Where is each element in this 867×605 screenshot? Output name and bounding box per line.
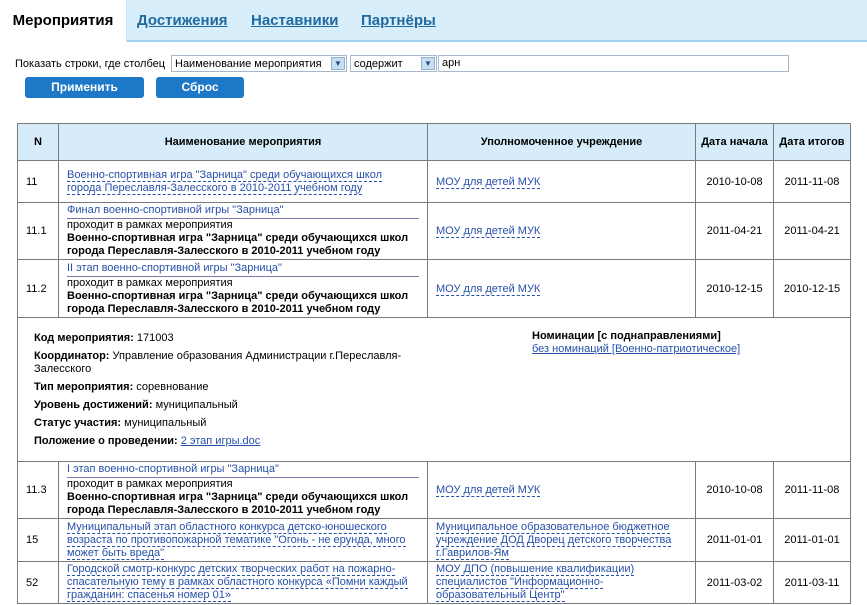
within-label: проходит в рамках мероприятия	[67, 218, 419, 232]
chevron-down-icon[interactable]: ▼	[331, 57, 345, 70]
event-name-link[interactable]: Муниципальный этап областного конкурса детско-юношеского возраста по противопожарной тематике "Огонь - не ерунда, много может быть вреда"	[67, 520, 406, 559]
event-name-link[interactable]: I этап военно-спортивной игры "Зарница"	[67, 463, 279, 475]
filter-value-input[interactable]: арн	[438, 55, 789, 72]
end-date: 2011-04-21	[774, 203, 851, 260]
org-link[interactable]: МОУ для детей МУК	[436, 175, 541, 188]
nominations-label: Номинации [с поднаправлениями]	[532, 330, 721, 342]
nominations-link[interactable]: без номинаций [Военно-патриотическое]	[532, 343, 741, 355]
event-detail-panel	[18, 318, 851, 462]
detail-type: Тип мероприятия: соревнование	[34, 381, 209, 393]
row-number: 15	[18, 519, 59, 562]
end-date: 2011-03-11	[774, 562, 851, 604]
start-date: 2010-12-15	[696, 260, 774, 318]
detail-level: Уровень достижений: муниципальный	[34, 399, 238, 411]
start-date: 2010-10-08	[696, 161, 774, 203]
end-date: 2011-11-08	[774, 462, 851, 519]
table-row[interactable]	[18, 462, 851, 519]
start-date: 2011-03-02	[696, 562, 774, 604]
org-link[interactable]: МОУ для детей МУК	[436, 484, 541, 496]
org-cell	[428, 161, 696, 203]
detail-status: Статус участия: муниципальный	[34, 417, 207, 429]
org-cell	[428, 562, 696, 604]
parent-event-name: Военно-спортивная игра "Зарница" среди обучающихся школ города Переславля-Залесского в 2010-2011 учебном году	[67, 289, 409, 315]
table-row[interactable]	[18, 562, 851, 604]
start-date: 2011-04-21	[696, 203, 774, 260]
filter-operator-value: содержит	[354, 58, 403, 70]
event-name-cell	[59, 203, 428, 260]
event-name-link[interactable]: Военно-спортивная игра "Зарница" среди обучающихся школ города Переславля-Залесского в 2010-2011 учебном году	[67, 168, 383, 194]
org-link[interactable]: МОУ для детей МУК	[436, 225, 541, 237]
org-link[interactable]: МОУ для детей МУК	[436, 282, 541, 295]
event-name-link[interactable]: II этап военно-спортивной игры "Зарница"	[67, 261, 282, 274]
filter-column-value: Наименование мероприятия	[175, 58, 322, 70]
end-date: 2010-12-15	[774, 260, 851, 318]
filter-column-select[interactable]	[171, 55, 347, 72]
parent-event-name: Военно-спортивная игра "Зарница" среди обучающихся школ города Переславля-Залесского в 2010-2011 учебном году	[67, 232, 409, 257]
column-header[interactable]: Дата начала	[696, 124, 774, 161]
row-number: 11.3	[18, 462, 59, 519]
event-name-cell	[59, 161, 428, 203]
detail-code: Код мероприятия: 171003	[34, 332, 174, 344]
row-number: 11.1	[18, 203, 59, 260]
events-table	[17, 123, 851, 604]
start-date: 2010-10-08	[696, 462, 774, 519]
tab-events[interactable]: Мероприятия	[0, 0, 127, 42]
column-header[interactable]: Уполномоченное учреждение	[428, 124, 696, 161]
detail-nominations	[532, 330, 832, 356]
org-cell	[428, 462, 696, 519]
detail-rules: Положение о проведении: 2 этап игры.doc	[34, 435, 261, 447]
event-name-cell	[59, 562, 428, 604]
detail-row	[18, 318, 851, 462]
filter-label: Показать строки, где столбец	[15, 58, 166, 70]
org-cell	[428, 260, 696, 318]
column-header[interactable]: Дата итогов	[774, 124, 851, 161]
reset-button[interactable]: Сброс	[156, 77, 244, 98]
table-row[interactable]	[18, 519, 851, 562]
detail-coordinator: Координатор: Управление образования Администрации г.Переславля-Залесского	[34, 350, 402, 375]
org-link[interactable]: МОУ ДПО (повышение квалификации) специалистов "Информационно-образовательный Центр"	[436, 563, 635, 601]
end-date: 2011-11-08	[774, 161, 851, 203]
rules-file-link[interactable]: 2 этап игры.doc	[180, 435, 261, 447]
tab-mentors[interactable]: Наставники	[251, 12, 339, 29]
table-row[interactable]	[18, 203, 851, 260]
event-name-link[interactable]: Городской смотр-конкурс детских творческих работ на пожарно-спасательную тему в рамках областного конкурса «Помни каждый гражданин: спасенья номер 01»	[67, 563, 408, 601]
tab-partners[interactable]: Партнёры	[361, 12, 436, 29]
org-cell	[428, 203, 696, 260]
table-header-row	[18, 124, 851, 161]
chevron-down-icon[interactable]: ▼	[421, 57, 435, 70]
org-link[interactable]: Муниципальное образовательное бюджетное учреждение ДОД Дворец детского творчества г.Гаврилов-Ям	[436, 520, 672, 559]
column-header[interactable]: Наименование мероприятия	[59, 124, 428, 161]
event-name-cell	[59, 260, 428, 318]
within-label: проходит в рамках мероприятия	[67, 477, 419, 491]
apply-button[interactable]: Применить	[25, 77, 144, 98]
tab-bar	[0, 0, 867, 42]
tab-achievements[interactable]: Достижения	[137, 12, 228, 29]
event-name-link[interactable]: Финал военно-спортивной игры "Зарница"	[67, 204, 284, 216]
within-label: проходит в рамках мероприятия	[67, 276, 419, 290]
parent-event-name: Военно-спортивная игра "Зарница" среди обучающихся школ города Переславля-Залесского в 2010-2011 учебном году	[67, 491, 409, 516]
event-name-cell	[59, 519, 428, 562]
start-date: 2011-01-01	[696, 519, 774, 562]
row-number: 52	[18, 562, 59, 604]
table-row[interactable]	[18, 260, 851, 318]
filter-operator-select[interactable]	[350, 55, 437, 72]
row-number: 11.2	[18, 260, 59, 318]
table-row[interactable]	[18, 161, 851, 203]
end-date: 2011-01-01	[774, 519, 851, 562]
column-header[interactable]: N	[18, 124, 59, 161]
row-number: 11	[18, 161, 59, 203]
event-name-cell	[59, 462, 428, 519]
org-cell	[428, 519, 696, 562]
